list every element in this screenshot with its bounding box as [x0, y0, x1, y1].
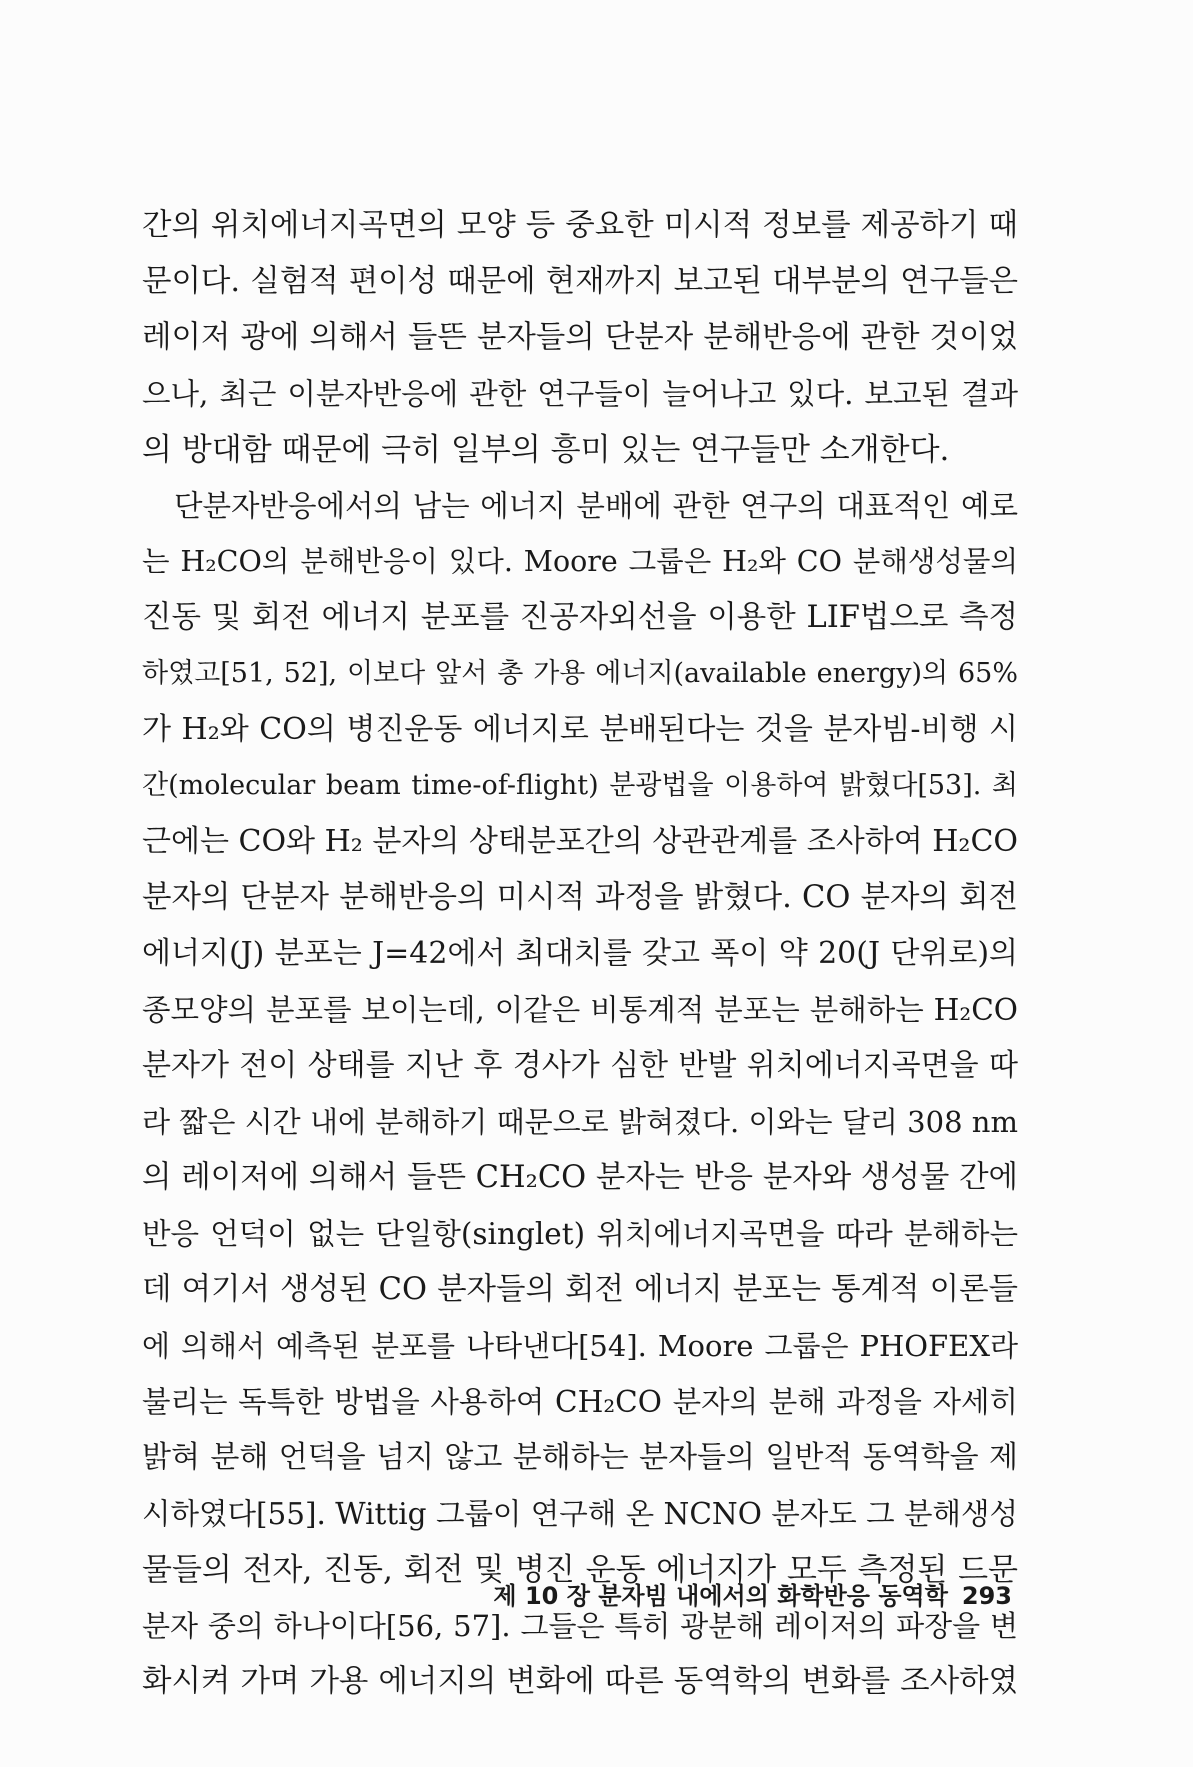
page-footer [0, 1576, 1012, 1611]
text-line: 으나, 최근 이분자반응에 관한 연구들이 늘어나고 있다. 보고된 결과 [142, 377, 1018, 411]
text-line: 물들의 전자, 진동, 회전 및 병진 운동 에너지가 모두 측정된 드문 [142, 1552, 1018, 1588]
text-line: 문이다. 실험적 편이성 때문에 현재까지 보고된 대부분의 연구들은 [142, 264, 1018, 299]
text-line: 불리는 독특한 방법을 사용하여 CH₂CO 분자의 분해 과정을 자세히 [142, 1385, 1018, 1419]
text-line: 가 H₂와 CO의 병진운동 에너지로 분배된다는 것을 분자빔-비행 시 [142, 712, 1018, 747]
text-line: 시하였다[55]. Wittig 그룹이 연구해 온 NCNO 분자도 그 분해생성 [142, 1497, 1018, 1531]
text-line: 반응 언덕이 없는 단일항(singlet) 위치에너지곡면을 따라 분해하는 [142, 1217, 1018, 1251]
text-line: 근에는 CO와 H₂ 분자의 상태분포간의 상관관계를 조사하여 H₂CO [142, 824, 1018, 859]
text-line: 종모양의 분포를 보이는데, 이같은 비통계적 분포는 분해하는 H₂CO [142, 993, 1018, 1027]
text-line: 는 H₂CO의 분해반응이 있다. Moore 그룹은 H₂와 CO 분해생성물의 [142, 545, 1018, 578]
text-line: 에너지(J) 분포는 J=42에서 최대치를 갖고 폭이 약 20(J 단위로)의 [142, 936, 1018, 971]
text-line: 분자 중의 하나이다[56, 57]. 그들은 특히 광분해 레이저의 파장을 변 [142, 1609, 1018, 1643]
text-line: 밝혀 분해 언덕을 넘지 않고 분해하는 분자들의 일반적 동역학을 제 [142, 1440, 1018, 1475]
text-line: 간(molecular beam time-of-flight) 분광법을 이용하여 밝혔다[53]. 최 [142, 770, 1018, 801]
body-text [142, 198, 1018, 1710]
text-line: 단분자반응에서의 남는 에너지 분배에 관한 연구의 대표적인 예로 [174, 489, 1018, 523]
text-line: 하였고[51, 52], 이보다 앞서 총 가용 에너지(available energy)의 65% [142, 658, 1018, 689]
text-line: 화시켜 가며 가용 에너지의 변화에 따른 동역학의 변화를 조사하였 [142, 1664, 1018, 1699]
page-number: 293 [961, 1582, 1012, 1610]
text-line: 에 의해서 예측된 분포를 나타낸다[54]. Moore 그룹은 PHOFEX라 [142, 1329, 1018, 1363]
text-line: 라 짧은 시간 내에 분해하기 때문으로 밝혀졌다. 이와는 달리 308 nm [142, 1105, 1018, 1139]
text-line: 분자가 전이 상태를 지난 후 경사가 심한 반발 위치에너지곡면을 따 [142, 1048, 1018, 1083]
text-line: 간의 위치에너지곡면의 모양 등 중요한 미시적 정보를 제공하기 때 [142, 208, 1018, 243]
text-line: 분자의 단분자 분해반응의 미시적 과정을 밝혔다. CO 분자의 회전 [142, 880, 1018, 915]
text-line: 진동 및 회전 에너지 분포를 진공자외선을 이용한 LIF법으로 측정 [142, 600, 1018, 635]
text-line: 레이저 광에 의해서 들뜬 분자들의 단분자 분해반응에 관한 것이었 [142, 320, 1018, 355]
text-line: 데 여기서 생성된 CO 분자들의 회전 에너지 분포는 통계적 이론들 [142, 1272, 1018, 1307]
text-line: 의 방대함 때문에 극히 일부의 흥미 있는 연구들만 소개한다. [142, 432, 950, 468]
running-head: 제 10 장 분자빔 내에서의 화학반응 동역학 [493, 1582, 948, 1610]
paragraph-1 [142, 198, 1018, 478]
paragraph-2 [142, 478, 1018, 1710]
text-line: 의 레이저에 의해서 들뜬 CH₂CO 분자는 반응 분자와 생성물 간에 [142, 1160, 1018, 1195]
